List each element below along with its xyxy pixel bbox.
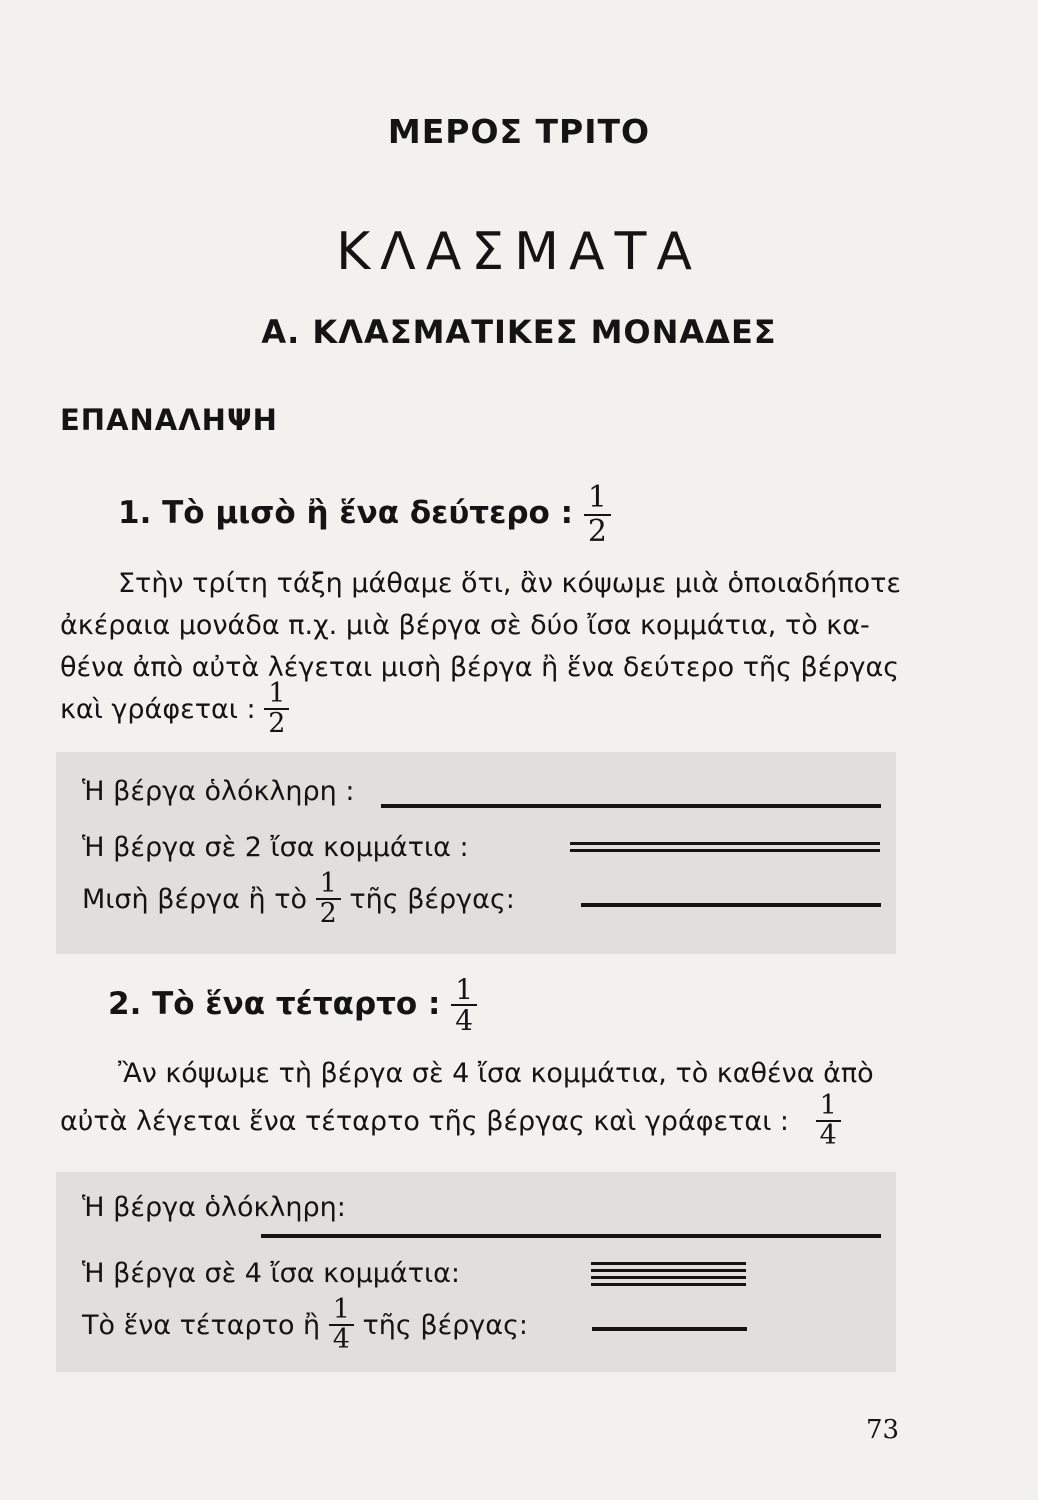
rod-piece [591, 1276, 746, 1279]
fraction-numerator: 1 [316, 870, 341, 900]
chapter-title: ΚΛΑΣΜΑΤΑ [336, 222, 702, 282]
fraction-numerator: 1 [329, 1296, 354, 1326]
s1-text-line-3: θένα ἀπὸ αὐτὰ λέγεται μισὴ βέργα ἢ ἕνα δεύτερο τῆς βέργας [60, 652, 900, 683]
section-heading: Α. ΚΛΑΣΜΑΤΙΚΕΣ ΜΟΝΑΔΕΣ [261, 313, 777, 351]
s1-text-line-1: Στὴν τρίτη τάξη μάθαμε ὅτι, ἂν κόψωμε μιὰ ὁποιαδήποτε [118, 568, 901, 599]
fraction-denominator: 2 [587, 513, 607, 549]
page-number: 73 [866, 1415, 900, 1445]
fraction-one-half [584, 482, 611, 547]
rod-pieces-label: Ἡ βέργα σὲ 4 ἴσα κομμάτια: [82, 1258, 461, 1289]
s2-text-line-1: Ἂν κόψωμε τὴ βέργα σὲ 4 ἴσα κομμάτια, τὸ καθένα ἀπὸ [118, 1058, 874, 1089]
fraction-one-quarter-box [329, 1296, 354, 1355]
rod-piece [591, 1262, 746, 1265]
section-1-heading [118, 482, 611, 547]
rod-pieces-label: Ἡ βέργα σὲ 2 ἴσα κομμάτια : [82, 832, 469, 863]
s1-writes-label: καὶ γράφεται : [60, 693, 256, 725]
whole-rod [261, 1234, 881, 1238]
fraction-denominator: 4 [332, 1324, 350, 1356]
quarter-rod [592, 1327, 747, 1331]
fraction-numerator: 1 [584, 482, 611, 516]
rod-two-pieces [570, 842, 880, 856]
section-2-heading-text: 2. Τὸ ἕνα τέταρτο : [108, 985, 441, 1022]
quarter-rod-label-b: τῆς βέργας: [362, 1309, 529, 1341]
whole-rod [381, 804, 881, 808]
quarter-rod-label-a: Τὸ ἕνα τέταρτο ἢ [82, 1309, 321, 1341]
fraction-numerator: 1 [816, 1092, 841, 1122]
fraction-denominator: 4 [819, 1120, 837, 1152]
fraction-denominator: 2 [319, 898, 337, 930]
fraction-one-half-box [316, 870, 341, 929]
s2-writes-label: αὐτὰ λέγεται ἕνα τέταρτο τῆς βέργας καὶ γράφεται : [60, 1105, 790, 1137]
fraction-one-half-inline [264, 680, 289, 739]
whole-rod-label: Ἡ βέργα ὁλόκληρη : [82, 776, 355, 807]
fraction-denominator: 4 [455, 1004, 474, 1038]
half-rod-label-b: τῆς βέργας: [349, 883, 515, 915]
half-rod-label-a: Μισὴ βέργα ἢ τὸ [82, 883, 308, 915]
half-rod-row [82, 870, 515, 929]
review-label: ΕΠΑΝΑΛΗΨΗ [60, 403, 278, 437]
s1-text-line-2: ἀκέραια μονάδα π.χ. μιὰ βέργα σὲ δύο ἴσα κομμάτια, τὸ κα- [60, 610, 870, 641]
illustration-box-quarters [56, 1172, 896, 1372]
rod-piece [591, 1269, 746, 1272]
section-1-heading-text: 1. Τὸ μισὸ ἢ ἕνα δεύτερο : [118, 495, 574, 531]
half-rod [581, 903, 881, 907]
illustration-box-halves [56, 752, 896, 954]
s2-text-line-2 [60, 1092, 841, 1151]
rod-four-pieces [591, 1262, 746, 1290]
rod-piece [570, 849, 880, 852]
rod-piece [570, 842, 880, 845]
part-heading: ΜΕΡΟΣ ΤΡΙΤΟ [387, 112, 651, 151]
fraction-one-quarter [451, 975, 477, 1036]
fraction-one-quarter-inline [816, 1092, 841, 1151]
fraction-numerator: 1 [451, 975, 477, 1006]
s1-text-line-4 [60, 680, 289, 739]
fraction-numerator: 1 [264, 680, 289, 710]
fraction-denominator: 2 [268, 708, 286, 740]
section-2-heading [108, 975, 477, 1036]
whole-rod-label: Ἡ βέργα ὁλόκληρη: [82, 1192, 346, 1223]
rod-piece [591, 1283, 746, 1286]
quarter-rod-row [82, 1296, 528, 1355]
